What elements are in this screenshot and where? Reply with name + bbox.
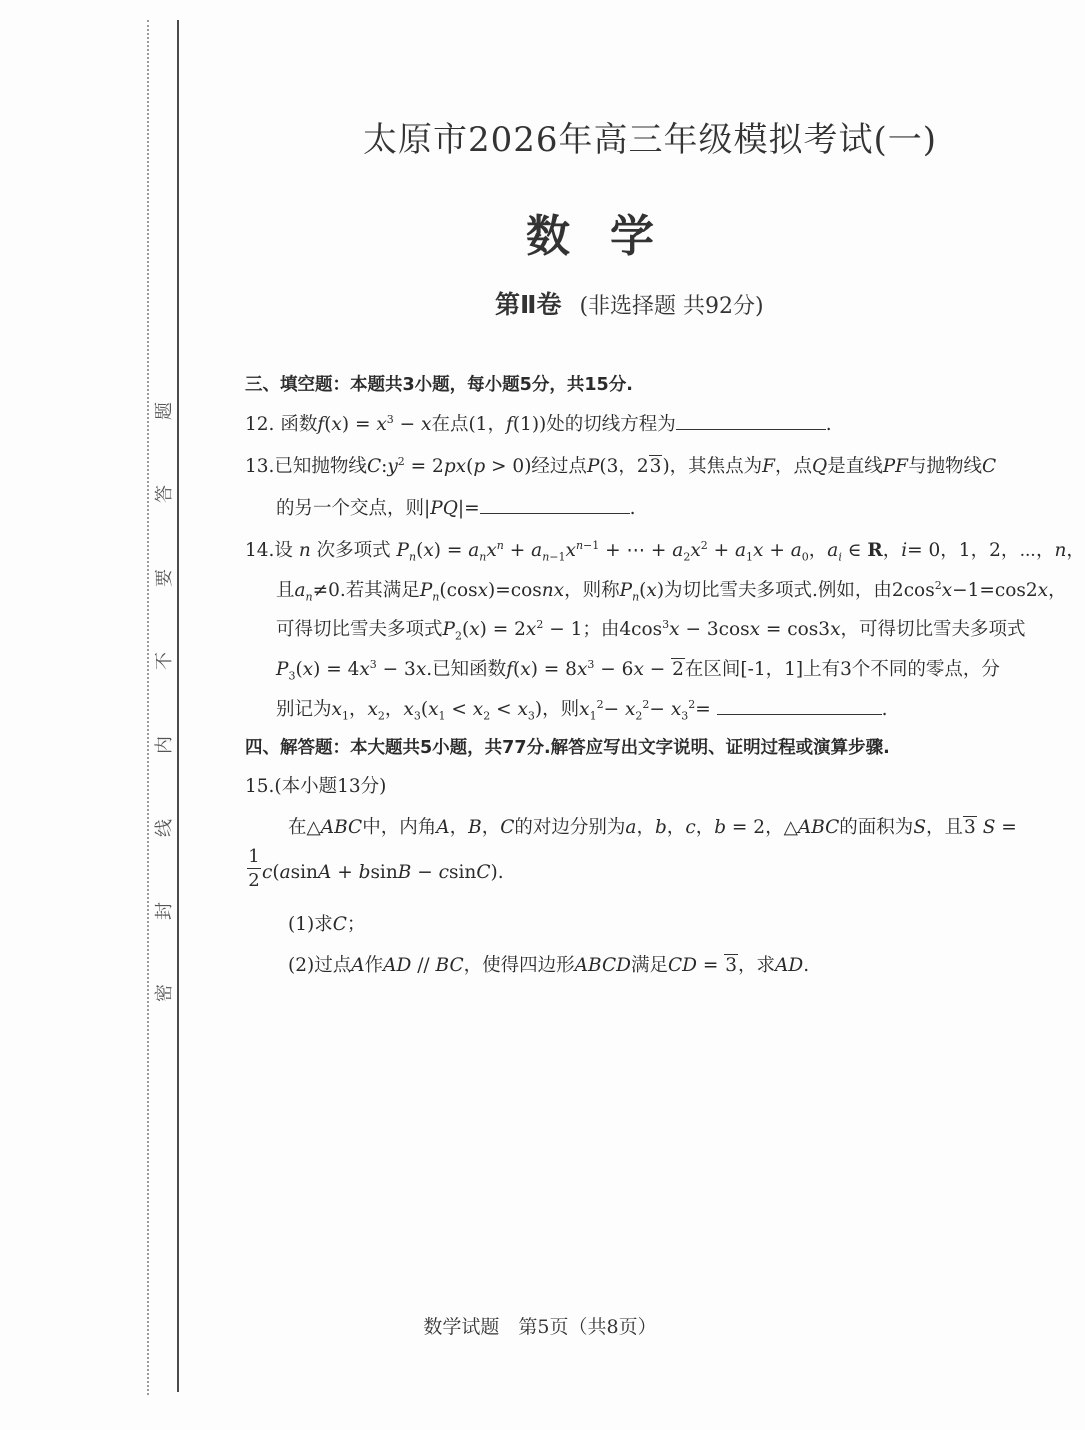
volume-label: 第Ⅱ卷	[495, 290, 562, 319]
question-12: 12. 函数$f(x) = x^3 - x$在点(1，f(1))处的切线方程为 .	[245, 412, 832, 435]
q14-number: 14.	[245, 540, 275, 561]
page-footer: 数学试题 第5页（共8页）	[423, 1316, 657, 1338]
volume-heading	[495, 285, 764, 321]
subject-title: 数学	[526, 211, 694, 262]
section-4-heading: 四、解答题：本大题共5小题，共77分.解答应写出文字说明、证明过程或演算步骤.	[245, 738, 890, 758]
binding-dotted-line	[147, 20, 149, 1395]
question-13-line-2: 的另一个交点，则|PQ|= .	[276, 498, 636, 519]
binding-char: 内	[154, 736, 175, 754]
volume-note: (非选择题 共92分)	[579, 294, 764, 319]
binding-char: 线	[154, 819, 175, 837]
binding-char: 不	[154, 652, 175, 670]
question-15-part-2: (2)过点A作AD // BC，使得四边形ABCD满足CD = 3，求AD.	[288, 955, 810, 976]
question-15-line-1: 在△ABC中，内角A，B，C的对边分别为a，b，c，b = 2，△ABC的面积为S，且3 S =	[288, 817, 1017, 838]
fraction-one-half: 1 2	[248, 846, 260, 891]
answer-blank[interactable]	[480, 512, 630, 514]
binding-char: 答	[154, 485, 175, 503]
binding-char: 要	[154, 569, 175, 587]
question-15-line-2: c(asinA + bsinB − csinC).	[262, 862, 504, 883]
exam-title: 太原市2026年高三年级模拟考试(一)	[362, 120, 938, 160]
question-15-header: 15.(本小题13分)	[245, 776, 387, 797]
question-14-line-4: $P_3(x) = 4x^3 - 3x$.已知函数$f(x) = 8x^3 - 6x - 2$在区间[-1，1]上有3个不同的零点，分	[276, 657, 1000, 683]
answer-blank[interactable]	[717, 713, 882, 715]
question-15-part-1: (1)求C；	[288, 914, 366, 935]
question-13-line-1: 13.已知抛物线$C:y^2 = 2px(p > 0)$经过点P(3，23)，其焦点为F，点Q是直线PF与抛物线C	[245, 454, 997, 477]
section-3-heading: 三、填空题：本题共3小题，每小题5分，共15分.	[245, 375, 633, 395]
answer-blank[interactable]	[676, 428, 826, 430]
binding-char: 密	[154, 984, 175, 1002]
q12-number: 12.	[245, 414, 275, 435]
question-14-line-2: 且$a_n\ne 0$.若其满足$P_n(\cos x)=cosnx$，则称$P_n(x)$为切比雪夫多项式.例如，由$2\cos^2x-1=\cos 2x$，	[276, 578, 1067, 604]
question-14-line-3: 可得切比雪夫多项式$P_2(x) = 2x^2 - 1$；由$4\cos^3x - 3\cos x = \cos 3x$，可得切比雪夫多项式	[276, 617, 1026, 643]
binding-solid-line	[177, 20, 179, 1392]
question-14-line-5: 别记为$x_1$，$x_2$，$x_3(x_1 < x_2 < x_3)$，则$x_1^2- x_2^2- x_3^2=$ .	[276, 697, 888, 723]
q13-number: 13.	[245, 456, 275, 477]
question-14-line-1: 14.设 n 次多项式 $P_n(x) = a_nx^n + a_{n-1}x^{n-1}$ + ⋯ + $a_2x^2 + a_1x + a_0$，$a_i$ ∈ R，i= 0，1，2，⋯，n，	[245, 538, 1085, 564]
binding-char: 封	[154, 902, 175, 920]
binding-char: 题	[154, 402, 175, 420]
